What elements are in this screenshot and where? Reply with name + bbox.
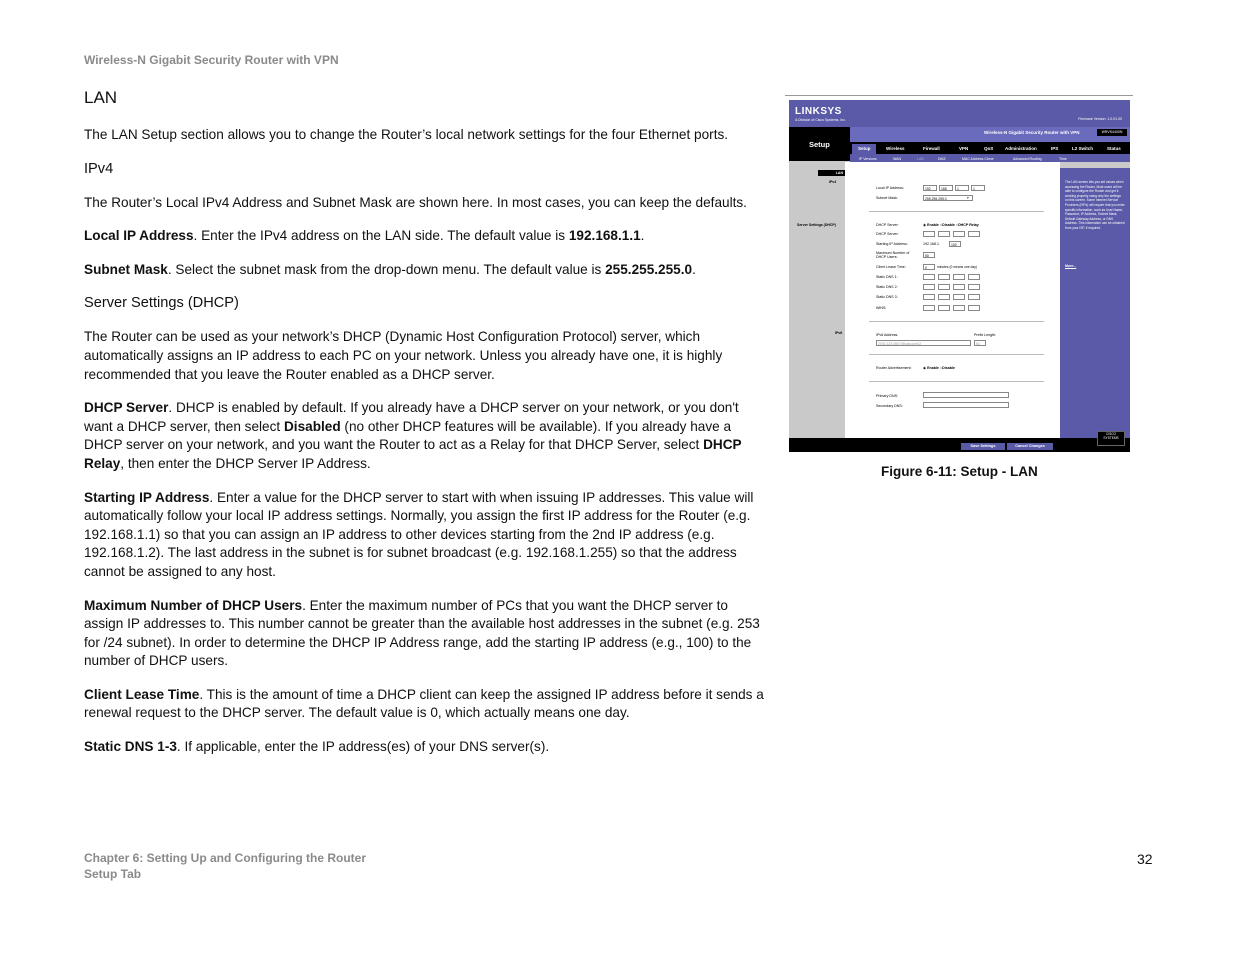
footer [84,850,366,882]
divider [869,381,1044,382]
subtab-wan[interactable]: WAN [893,157,902,161]
lease-input[interactable]: 0 [923,264,935,270]
prefix-length-input[interactable]: 64 [974,340,986,346]
router-adv-label: Router Advertisement: [876,366,912,370]
dhcp-server-ip-label: DHCP Server: [876,232,899,236]
dns-text: . If applicable, enter the IP address(es) of your DNS server(s). [176,739,550,755]
figure-rule [785,95,1133,96]
local-ip-end: . [640,228,645,244]
dhcp-server-ip-octet3[interactable] [953,231,965,237]
subnet-label: Subnet Mask: [876,196,898,200]
router-adv-radio-group[interactable]: ◉ Enable ○Disable [923,366,955,370]
dhcp-server-ip-octet4[interactable] [968,231,980,237]
save-settings-button[interactable]: Save Settings [961,443,1005,450]
ipv4-section-label: IPv4 [829,180,837,184]
dhcp-disabled-term: Disabled [283,418,341,434]
local-ip-default: 192.168.1.1 [568,228,641,244]
local-ip-octet1[interactable]: 192 [923,185,937,191]
figure-bottom-bar [789,438,1130,452]
max-users-input[interactable]: 50 [923,252,935,258]
tab-l2-switch[interactable]: L2 Switch [1072,146,1094,151]
footer-section: Setup Tab [84,867,142,881]
dhcp-heading: Server Settings (DHCP) [84,295,239,312]
lease-paragraph [84,686,764,723]
dhcp-server-paragraph [84,399,764,473]
dns3-octet3[interactable] [953,294,965,300]
logo-subtitle: A Division of Cisco Systems, Inc. [795,118,846,122]
main-text-column [84,88,764,772]
firmware-version: Firmware Version: 1.0.01.00 [1078,117,1122,121]
dhcp-intro: The Router can be used as your network’s DHCP (Dynamic Host Configuration Protocol) server, which automatically assigns an IP address to each PC on your network. Unless you already have one, it is highly recommended that you leave the Router enabled as a DHCP server. [84,329,723,382]
dns1-octet4[interactable] [968,274,980,280]
adv-disable-label: Disable [942,366,955,370]
max-users-text: . Enter the maximum number of PCs that you want the DHCP server to assign IP addresses to. This number cannot be greater than the available host addresses in the subnet (e.g. 253 for /24 subnet). In order to determine the DHCP IP Address range, add the starting IP address (e.g., 100) to the number of DHCP users. [84,597,760,669]
local-ip-octet2[interactable]: 168 [939,185,953,191]
prefix-length-label: Prefix Length: [974,333,997,337]
chevron-down-icon: ▾ [967,196,969,200]
primary-dns-input[interactable] [923,392,1009,398]
figure-caption: Figure 6-11: Setup - LAN [881,464,1038,479]
subtab-mac-clone[interactable]: MAC Address Clone [962,157,994,161]
max-users-term: Maximum Number of DHCP Users [84,597,303,613]
starting-ip-label: Starting IP Address: [876,242,908,246]
max-users-paragraph [84,597,764,671]
max-users-label: Maximum Number of DHCP Users: [876,251,910,259]
local-ip-term: Local IP Address [84,228,194,244]
subnet-select[interactable]: 255.255.255.0 [923,195,973,201]
dns2-octet2[interactable] [938,284,950,290]
radio-relay-label: DHCP Relay [958,223,979,227]
primary-dns-label: Primary DNS: [876,394,898,398]
subnet-default: 255.255.255.0 [605,261,693,277]
dns3-octet2[interactable] [938,294,950,300]
page-number: 32 [1137,851,1153,867]
section-title: Setup [809,140,830,149]
secondary-dns-label: Secondary DNS: [876,404,903,408]
linksys-logo: LINKSYS [795,106,842,117]
secondary-dns-input[interactable] [923,402,1009,408]
tab-firewall[interactable]: Firewall [923,146,940,151]
dns2-octet3[interactable] [953,284,965,290]
more-link[interactable]: More... [1065,264,1077,268]
running-header: Wireless-N Gigabit Security Router with VPN [84,53,339,67]
dhcp-server-ip-octet1[interactable] [923,231,935,237]
local-ip-octet4[interactable]: 1 [971,185,985,191]
divider [869,321,1044,322]
local-ip-label: Local IP Address: [876,186,904,190]
radio-disable-label: Disable [942,223,955,227]
local-ip-paragraph [84,227,764,246]
subnet-paragraph [84,261,764,280]
help-text: The LAN screen lets you set values when accessing the Router. Most users will be able to configure the Router and get it working properly using only the settings on this screen. Some Internet Service Providers (ISPs) will require that you enter specific information, such as User Name, Password, IP Address, Subnet Mask, Default Gateway Address, or DNS Address. This information can be obtained from your ISP, if required. [1065,180,1125,230]
dns1-octet1[interactable] [923,274,935,280]
setup-lan-figure [789,100,1130,452]
dns3-octet4[interactable] [968,294,980,300]
local-ip-octet3[interactable]: 1 [955,185,969,191]
starting-ip-text: . Enter a value for the DHCP server to start with when issuing IP addresses. This value will automatically follow your local IP address settings. Normally, you assign the first IP address for the Router (e.g. 192.168.1.1) so that you can assign an IP address to other devices starting from the 2nd IP address (e.g. 192.168.1.2). The last address in the subnet is for subnet broadcast (e.g. 192.168.1.255) so that the address cannot be assigned to any host. [84,489,754,579]
subtab-advanced-routing[interactable]: Advanced Routing [1013,157,1042,161]
dhcp-server-label: DHCP Server: [876,223,899,227]
dns2-octet1[interactable] [923,284,935,290]
lease-term: Client Lease Time [84,686,200,702]
dns2-octet4[interactable] [968,284,980,290]
dhcp-server-text2: (no other DHCP features will be available). If you already have a DHCP server on your network, and you want the Router to act as a Relay for that DHCP Server, select [84,418,732,453]
tab-qos[interactable]: QoS [984,146,994,151]
tab-setup[interactable]: Setup [858,146,871,151]
wins-octet1[interactable] [923,305,935,311]
radio-enable-label: Enable [927,223,939,227]
ipv6-section-label: IPv6 [835,331,843,335]
subtab-lan[interactable]: LAN [917,157,924,161]
lan-heading: LAN [84,88,118,107]
lease-text: . This is the amount of time a DHCP client can keep the assigned IP address before it sends a renewal request to the DHCP server. The default value is 0, which actually means one day. [84,686,764,721]
dhcp-server-text1: . DHCP is enabled by default. If you already have a DHCP server on your network, or you don't want a DHCP server, then select [84,400,739,434]
lease-label: Client Lease Time: [876,265,906,269]
starting-ip-paragraph [84,489,764,582]
dns2-label: Static DNS 2: [876,285,898,289]
dhcp-relay-term: DHCP Relay [84,437,742,471]
tab-administration[interactable]: Administration [1005,146,1037,151]
footer-chapter: Chapter 6: Setting Up and Configuring the Router [84,851,366,865]
dns1-label: Static DNS 1: [876,275,898,279]
wins-octet4[interactable] [968,305,980,311]
dhcp-server-text3: , then enter the DHCP Server IP Address. [120,455,371,471]
adv-enable-label: Enable [927,366,939,370]
ipv6-address-label: IPv6 Address: [876,333,899,337]
lan-section-bar: LAN [818,170,845,176]
divider [869,354,1044,355]
starting-ip-prefix: 192.168.1. [923,242,940,246]
lease-note: minutes (0 means one day) [937,265,977,269]
cancel-changes-button[interactable]: Cancel Changes [1007,443,1053,450]
dhcp-server-term: DHCP Server [84,400,169,416]
dhcp-section-label: Server Settings (DHCP) [797,223,836,227]
ipv4-intro: The Router’s Local IPv4 Address and Subnet Mask are shown here. In most cases, you can keep the defaults. [84,194,747,210]
cisco-logo: CISCO SYSTEMS [1097,431,1125,446]
subtab-time[interactable]: Time [1059,157,1067,161]
dns1-octet2[interactable] [938,274,950,280]
ipv6-address-input[interactable]: 2001:123:456:789:abcd:ef12 [876,340,971,346]
dns3-octet1[interactable] [923,294,935,300]
dns-term: Static DNS 1-3 [84,739,177,755]
local-ip-text: . Enter the IPv4 address on the LAN side. The default value is [193,228,569,244]
tab-vpn[interactable]: VPN [959,146,969,151]
wins-octet3[interactable] [953,305,965,311]
subnet-term: Subnet Mask [84,261,168,277]
wins-label: WINS: [876,306,887,310]
ipv4-heading: IPv4 [84,160,114,177]
dns3-label: Static DNS 3: [876,295,898,299]
divider [869,211,1044,212]
subtab-ip-versions[interactable]: IP Versions [859,157,877,161]
starting-ip-last[interactable]: 100 [949,241,961,247]
lan-intro: The LAN Setup section allows you to change the Router’s local network settings for the four Ethernet ports. [84,127,729,142]
dns1-octet3[interactable] [953,274,965,280]
subtab-dmz[interactable]: DMZ [938,157,946,161]
wins-octet2[interactable] [938,305,950,311]
dns-paragraph [84,738,764,757]
model-number: WRVS4400N [1097,129,1127,136]
subnet-text: . Select the subnet mask from the drop-down menu. The default value is [167,261,606,277]
label-column [789,162,845,438]
dhcp-server-ip-octet2[interactable] [938,231,950,237]
tab-ips[interactable]: IPS [1051,146,1059,151]
starting-ip-term: Starting IP Address [84,489,210,505]
product-name: Wireless-N Gigabit Security Router with VPN [984,130,1080,135]
dhcp-radio-group[interactable]: ◉ Enable ○Disable ○DHCP Relay [923,223,979,227]
tab-status[interactable]: Status [1107,146,1121,151]
subnet-end: . [692,261,696,277]
tab-wireless[interactable]: Wireless [886,146,905,151]
